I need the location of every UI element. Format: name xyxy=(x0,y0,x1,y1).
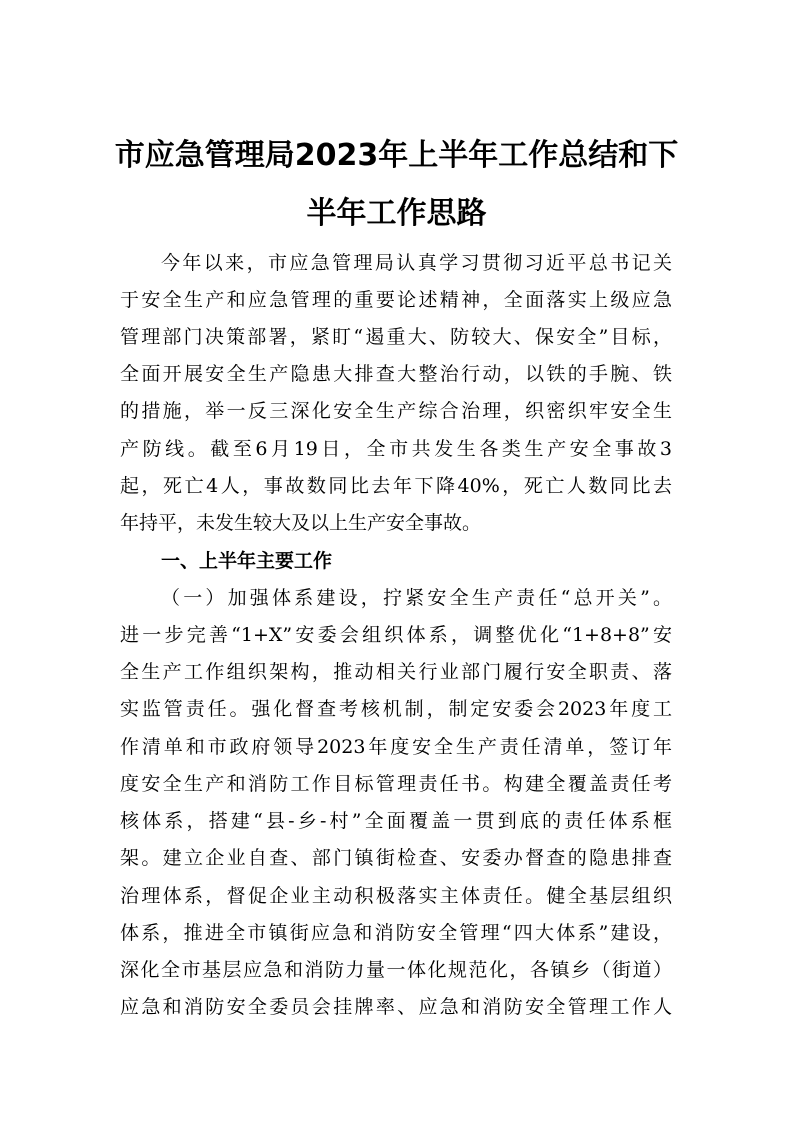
intro-paragraph-line: 管理部门决策部署，紧盯“遏重大、防较大、保安全”目标， xyxy=(120,326,672,348)
section-paragraph-line: 进一步完善“1+X”安委会组织体系，调整优化“1+8+8”安 xyxy=(120,624,672,646)
section-paragraph-line: 度安全生产和消防工作目标管理责任书。构建全覆盖责任考 xyxy=(120,773,672,795)
intro-paragraph-line: 于安全生产和应急管理的重要论述精神，全面落实上级应急 xyxy=(120,289,672,311)
intro-paragraph-line: 起，死亡4人，事故数同比去年下降40%，死亡人数同比去 xyxy=(120,475,672,497)
intro-paragraph-line: 的措施，举一反三深化安全生产综合治理，织密织牢安全生 xyxy=(120,400,672,422)
section-heading: 一、上半年主要工作 xyxy=(161,550,333,572)
intro-paragraph-line: 产防线。截至6月19日，全市共发生各类生产安全事故3 xyxy=(120,438,672,460)
intro-paragraph-line: 今年以来，市应急管理局认真学习贯彻习近平总书记关 xyxy=(161,252,672,274)
document-title-line-2: 半年工作思路 xyxy=(306,196,487,231)
section-paragraph-line: 应急和消防安全委员会挂牌率、应急和消防安全管理工作人 xyxy=(120,996,672,1018)
document-title-line-1: 市应急管理局2023年上半年工作总结和下 xyxy=(114,138,679,173)
section-paragraph-line: 核体系，搭建“县-乡-村”全面覆盖一贯到底的责任体系框 xyxy=(120,810,672,832)
section-paragraph-line: 治理体系，督促企业主动积极落实主体责任。健全基层组织 xyxy=(120,885,672,907)
intro-paragraph-line: 年持平，未发生较大及以上生产安全事故。 xyxy=(120,512,482,534)
section-paragraph-line: 作清单和市政府领导2023年度安全生产责任清单，签订年 xyxy=(120,736,672,758)
section-paragraph-line: （一）加强体系建设，拧紧安全生产责任“总开关”。 xyxy=(161,587,672,609)
section-paragraph-line: 全生产工作组织架构，推动相关行业部门履行安全职责、落 xyxy=(120,661,672,683)
section-paragraph-line: 深化全市基层应急和消防力量一体化规范化，各镇乡（街道） xyxy=(120,959,672,981)
section-paragraph-line: 实监管责任。强化督查考核机制，制定安委会2023年度工 xyxy=(120,698,672,720)
section-paragraph-line: 架。建立企业自查、部门镇街检查、安委办督查的隐患排查 xyxy=(120,847,672,869)
section-paragraph-line: 体系，推进全市镇街应急和消防安全管理“四大体系”建设， xyxy=(120,922,672,944)
intro-paragraph-line: 全面开展安全生产隐患大排查大整治行动，以铁的手腕、铁 xyxy=(120,363,672,385)
